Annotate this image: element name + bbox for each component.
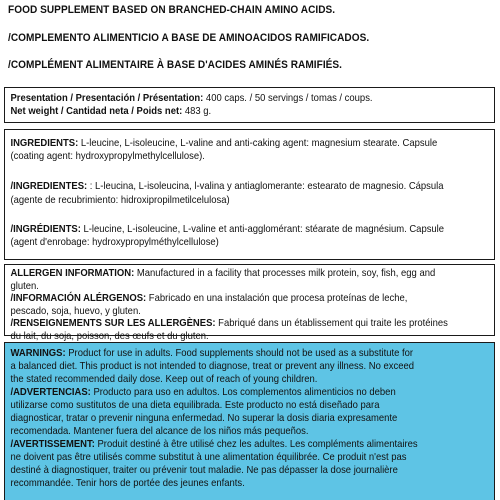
allergen-en-line-2: gluten. — [10, 281, 39, 292]
warnings-es-label: /ADVERTENCIAS: — [10, 387, 91, 398]
presentation-box — [4, 87, 495, 123]
ingredients-box — [4, 129, 495, 260]
warnings-box — [4, 342, 495, 500]
warnings-en-line-1 — [10, 348, 413, 361]
allergen-es-text-1: Fabricado en una instalación que procesa proteínas de leche, — [146, 293, 408, 304]
warnings-fr-line-3: destiné à diagnostiquer, traiter ou prévenir tout maladie. Ne pas dépasser la dose journalière — [10, 465, 398, 476]
allergen-es-label: /INFORMACIÓN ALÉRGENOS: — [10, 293, 147, 304]
ingredients-en-label: INGREDIENTS: — [10, 138, 79, 149]
warnings-en-line-2: a balanced diet. This product is not intended to diagnose, treat or prevent any illness. No exceed — [10, 361, 414, 372]
warnings-es-line-3: diagnosticar, tratar o prevenir ninguna enfermedad. No superar la dosis diaria expresamente — [10, 413, 398, 424]
ingredients-en-line-1 — [10, 137, 437, 150]
ingredients-fr-text-1: L-leucine, L-isoleucine, L-valine et anti-agglomérant: stéarate de magnésium. Capsule — [80, 224, 445, 235]
warnings-en-line-3: the stated recommended daily dose. Keep out of reach of young children. — [10, 374, 318, 385]
net-weight-label: Net weight / Cantidad neta / Poids net: — [10, 106, 183, 117]
ingredients-es-line-2: (agente de recubrimiento: hidroxipropilmetilcelulosa) — [10, 195, 230, 206]
header-french: /COMPLÉMENT ALIMENTAIRE À BASE D'ACIDES AMINÉS RAMIFIÉS. — [8, 59, 343, 71]
warnings-es-line-1 — [10, 387, 395, 400]
allergen-en-line-1 — [10, 267, 435, 280]
allergen-fr-label: /RENSEIGNEMENTS SUR LES ALLERGÈNES: — [10, 318, 216, 329]
allergen-es-line-1 — [10, 292, 407, 305]
allergen-en-text-1: Manufactured in a facility that processes milk protein, soy, fish, egg and — [134, 268, 436, 279]
header-english: FOOD SUPPLEMENT BASED ON BRANCHED-CHAIN AMINO ACIDS. — [8, 4, 336, 16]
ingredients-fr-label: /INGRÉDIENTS: — [10, 224, 81, 235]
allergen-box — [4, 264, 495, 342]
warnings-es-text-1: Producto para uso en adultos. Los complementos alimenticios no deben — [90, 387, 396, 398]
ingredients-en-line-2: (coating agent: hydroxypropylmethylcellulose). — [10, 151, 205, 162]
header-spanish: /COMPLEMENTO ALIMENTICIO A BASE DE AMINOACIDOS RAMIFICADOS. — [8, 32, 370, 44]
presentation-line — [10, 92, 372, 105]
allergen-fr-line-1 — [10, 317, 447, 330]
warnings-fr-line-2: ne doivent pas être utilisés comme substitut à une alimentation équilibrée. Ce produit n'est pas — [10, 452, 407, 463]
presentation-label: Presentation / Presentación / Présentation: — [10, 93, 204, 104]
ingredients-fr-line-1 — [10, 223, 444, 236]
presentation-value: 400 caps. / 50 servings / tomas / coups. — [203, 93, 373, 104]
ingredients-es-label: /INGREDIENTES: — [10, 181, 88, 192]
allergen-en-label: ALLERGEN INFORMATION: — [10, 268, 135, 279]
allergen-fr-line-2: du lait, du soja, poisson, des œufs et du gluten. — [10, 331, 209, 342]
ingredients-en-text-1: L-leucine, L-isoleucine, L-valine and anti-caking agent: magnesium stearate. Capsule — [78, 138, 438, 149]
warnings-es-line-2: utilizarse como sustitutos de una dieta equilibrada. Este producto no está diseñado para — [10, 400, 380, 411]
ingredients-es-line-1 — [10, 180, 443, 193]
warnings-es-line-4: recomendada. Mantener fuera del alcance de los niños más pequeños. — [10, 426, 309, 437]
warnings-fr-line-4: recommandée. Tenir hors de portée des jeunes enfants. — [10, 478, 245, 489]
ingredients-fr-line-2: (agent d'enrobage: hydroxypropylméthylcellulose) — [10, 237, 219, 248]
warnings-en-text-1: Product for use in adults. Food supplements should not be used as a substitute for — [65, 348, 414, 359]
net-weight-value: 483 g. — [182, 106, 212, 117]
warnings-fr-line-1 — [10, 439, 417, 452]
warnings-fr-label: /AVERTISSEMENT: — [10, 439, 95, 450]
warnings-en-label: WARNINGS: — [10, 348, 66, 359]
allergen-es-line-2: pescado, soja, huevo, y gluten. — [10, 306, 141, 317]
warnings-fr-text-1: Produit destiné à être utilisé chez les adultes. Les compléments alimentaires — [94, 439, 418, 450]
allergen-fr-text-1: Fabriqué dans un établissement qui traite les protéines — [215, 318, 448, 329]
ingredients-es-text-1: : L-leucina, L-isoleucina, l-valina y antiaglomerante: estearato de magnesio. Cápsula — [87, 181, 444, 192]
net-weight-line — [10, 105, 211, 118]
